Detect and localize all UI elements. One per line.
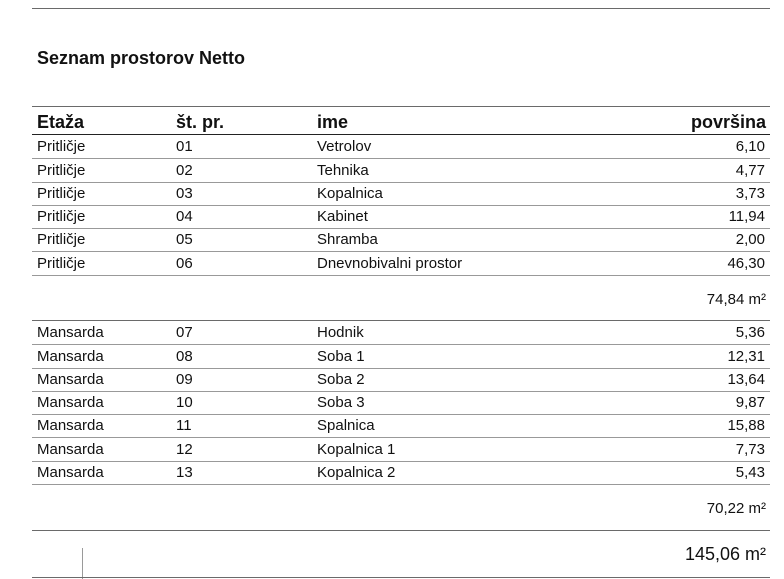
cell-st: 01 xyxy=(176,138,193,155)
cell-povrsina: 13,64 xyxy=(727,371,765,388)
cell-ime: Soba 1 xyxy=(317,348,365,365)
grand-total: 145,06 m² xyxy=(684,544,766,564)
cell-povrsina: 5,43 xyxy=(735,464,765,481)
cell-st: 11 xyxy=(176,417,192,434)
cell-ime: Hodnik xyxy=(317,324,364,341)
cell-st: 05 xyxy=(176,231,193,248)
column-header-ime: ime xyxy=(317,112,349,132)
cell-ime: Kopalnica xyxy=(317,185,383,202)
cell-etaza: Mansarda xyxy=(37,441,104,458)
cell-st: 13 xyxy=(176,464,193,481)
table-row xyxy=(32,159,770,183)
cell-ime: Kopalnica 2 xyxy=(317,464,396,481)
total-top-line xyxy=(32,530,770,531)
cell-povrsina: 7,73 xyxy=(735,441,765,458)
table-row xyxy=(32,182,770,206)
table-row xyxy=(32,321,770,345)
cell-povrsina: 12,31 xyxy=(727,348,765,365)
cell-etaza: Pritličje xyxy=(37,208,86,225)
table-row xyxy=(32,414,770,438)
cell-etaza: Pritličje xyxy=(37,162,86,179)
header-top-line xyxy=(32,106,770,107)
subtotal-pritlicje: 74,84 m² xyxy=(706,291,766,308)
table-row xyxy=(32,368,770,392)
cell-povrsina: 15,88 xyxy=(727,417,765,434)
table-row xyxy=(32,205,770,229)
cell-ime: Kopalnica 1 xyxy=(317,441,396,458)
subtotal-mansarda: 70,22 m² xyxy=(706,500,766,517)
cell-st: 06 xyxy=(176,255,193,272)
top-border-line xyxy=(32,8,770,9)
column-header-st: št. pr. xyxy=(176,112,225,132)
cell-etaza: Mansarda xyxy=(37,417,104,434)
table-row xyxy=(32,135,770,159)
cell-etaza: Mansarda xyxy=(37,371,104,388)
cell-etaza: Mansarda xyxy=(37,464,104,481)
cell-povrsina: 4,77 xyxy=(735,162,765,179)
cell-povrsina: 46,30 xyxy=(727,255,765,272)
table-row xyxy=(32,228,770,252)
cell-povrsina: 2,00 xyxy=(735,231,765,248)
cell-povrsina: 6,10 xyxy=(735,138,765,155)
cell-etaza: Pritličje xyxy=(37,185,86,202)
cell-povrsina: 11,94 xyxy=(728,208,765,225)
cell-st: 09 xyxy=(176,371,193,388)
cell-etaza: Mansarda xyxy=(37,348,104,365)
cell-ime: Shramba xyxy=(317,231,378,248)
cell-ime: Vetrolov xyxy=(317,138,372,155)
cell-st: 03 xyxy=(176,185,193,202)
cell-ime: Tehnika xyxy=(317,162,369,179)
cell-povrsina: 9,87 xyxy=(735,394,765,411)
cell-etaza: Pritličje xyxy=(37,231,86,248)
cell-st: 07 xyxy=(176,324,193,341)
cell-st: 08 xyxy=(176,348,193,365)
cell-ime: Soba 3 xyxy=(317,394,365,411)
table-row xyxy=(32,345,770,369)
cell-etaza: Mansarda xyxy=(37,394,104,411)
column-header-etaza: Etaža xyxy=(37,112,85,132)
cell-ime: Spalnica xyxy=(317,417,375,434)
cell-povrsina: 3,73 xyxy=(735,185,765,202)
column-header-povrsina: površina xyxy=(690,112,766,132)
cell-st: 12 xyxy=(176,441,193,458)
cell-etaza: Mansarda xyxy=(37,324,104,341)
cell-st: 02 xyxy=(176,162,193,179)
cell-povrsina: 5,36 xyxy=(735,324,765,341)
table-row xyxy=(32,391,770,415)
table-row xyxy=(32,461,770,485)
cell-ime: Dnevnobivalni prostor xyxy=(317,255,463,272)
total-divider-line xyxy=(82,548,83,579)
cell-ime: Soba 2 xyxy=(317,371,365,388)
cell-st: 04 xyxy=(176,208,193,225)
cell-st: 10 xyxy=(176,394,193,411)
page-title: Seznam prostorov Netto xyxy=(37,48,246,68)
cell-ime: Kabinet xyxy=(317,208,368,225)
cell-etaza: Pritličje xyxy=(37,255,86,272)
table-row xyxy=(32,252,770,276)
cell-etaza: Pritličje xyxy=(37,138,86,155)
table-row xyxy=(32,438,770,462)
total-bottom-line xyxy=(32,577,770,578)
